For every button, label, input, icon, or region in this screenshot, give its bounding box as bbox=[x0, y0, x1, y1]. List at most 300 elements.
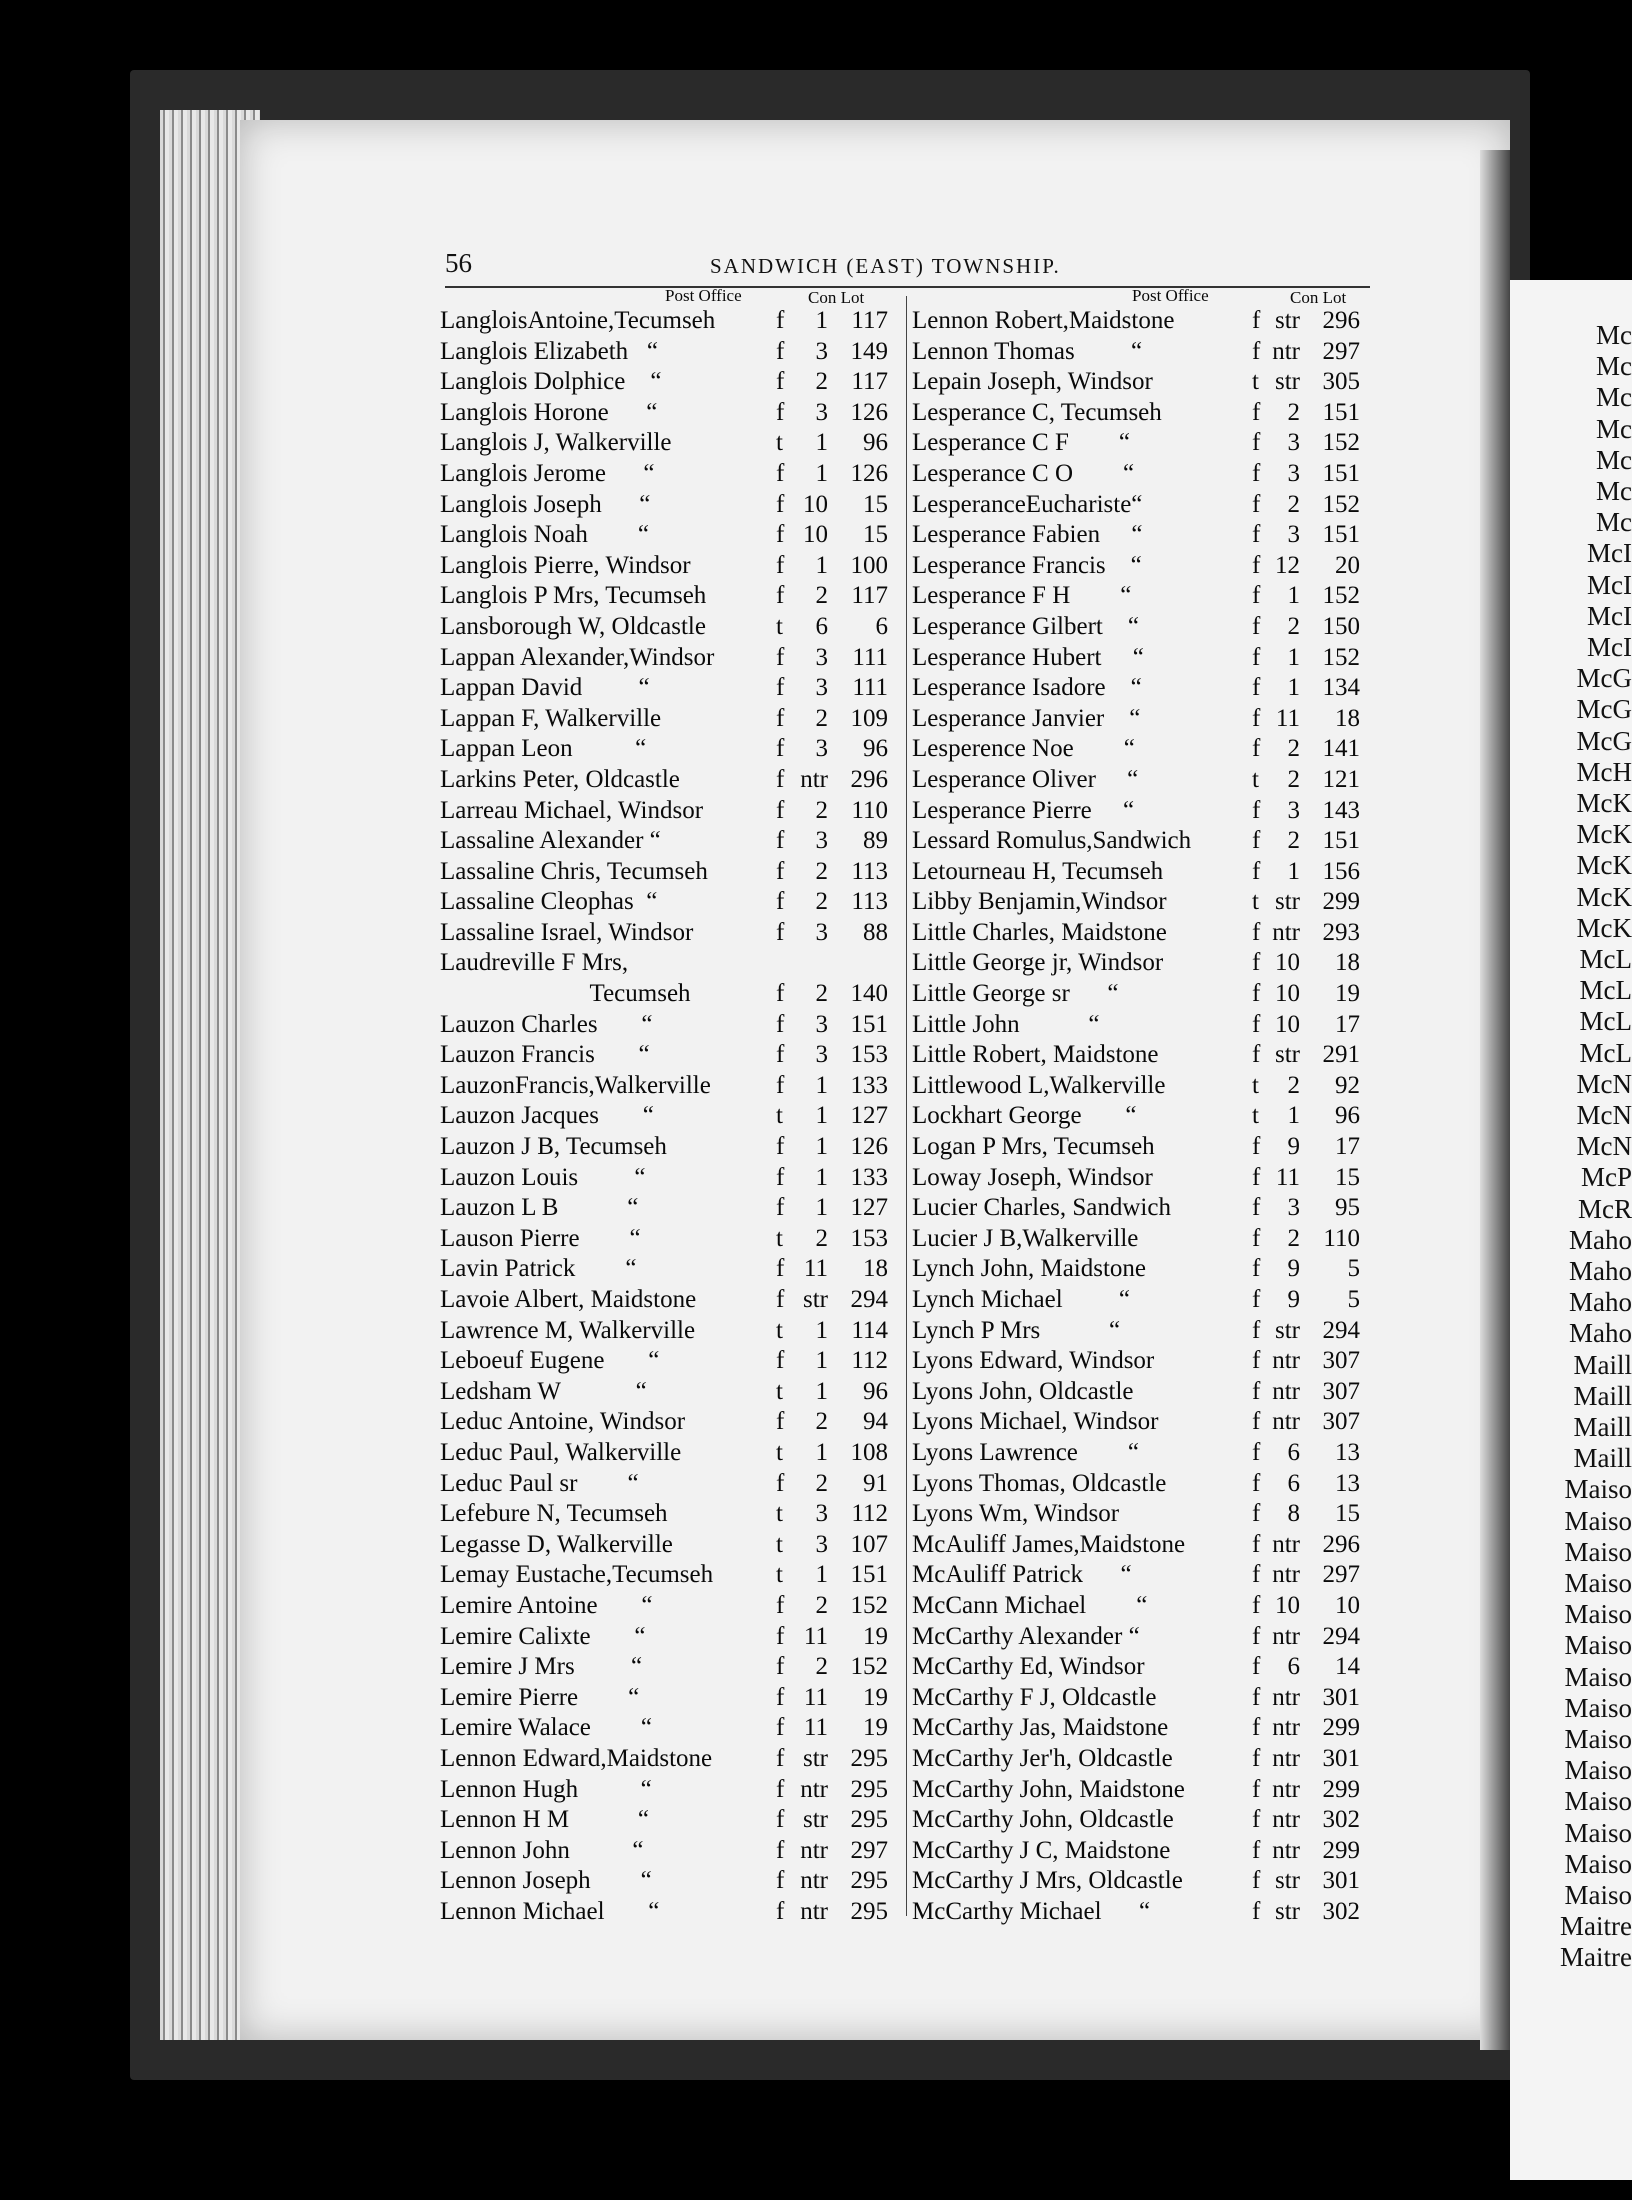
entry-name: Legasse D, Walkerville bbox=[440, 1530, 673, 1558]
directory-entry bbox=[912, 1407, 1372, 1438]
entry-name: Lemire Walace “ bbox=[440, 1714, 652, 1742]
entry-lot: 15 bbox=[863, 490, 888, 518]
adjacent-page-fragment: McI bbox=[1587, 538, 1632, 569]
entry-lot: 96 bbox=[863, 735, 888, 763]
entry-type: f bbox=[1252, 1530, 1261, 1558]
entry-con: ntr bbox=[1272, 1622, 1300, 1650]
entry-type: f bbox=[776, 827, 785, 855]
entry-type: f bbox=[1252, 398, 1261, 426]
adjacent-page-fragment: McK bbox=[1576, 819, 1632, 850]
entry-con: 2 bbox=[1287, 1224, 1300, 1252]
directory-entry bbox=[440, 1163, 910, 1194]
entry-type: f bbox=[1252, 1561, 1261, 1589]
entry-lot: 112 bbox=[851, 1347, 888, 1375]
entry-name: Lesperance C O “ bbox=[912, 459, 1135, 487]
adjacent-page-fragment: Maitre bbox=[1560, 1942, 1632, 1973]
directory-entry bbox=[912, 1713, 1372, 1744]
adjacent-page-fragment: McG bbox=[1576, 694, 1632, 725]
entry-name: Lassaline Cleophas “ bbox=[440, 888, 658, 916]
entry-lot: 117 bbox=[851, 582, 888, 610]
entry-name: Langlois Jerome “ bbox=[440, 459, 655, 487]
entry-lot: 143 bbox=[1322, 796, 1360, 824]
entry-con: 3 bbox=[815, 1530, 828, 1558]
entry-name: LauzonFrancis,Walkerville bbox=[440, 1071, 711, 1099]
entry-con: 1 bbox=[815, 459, 828, 487]
entry-lot: 307 bbox=[1322, 1347, 1360, 1375]
entry-con: 1 bbox=[815, 551, 828, 579]
entry-type: f bbox=[776, 1897, 785, 1925]
entry-type: f bbox=[1252, 582, 1261, 610]
entry-name: Lesperance C, Tecumseh bbox=[912, 398, 1162, 426]
entry-type: f bbox=[1252, 1897, 1261, 1925]
directory-entry bbox=[440, 398, 910, 429]
entry-lot: 296 bbox=[850, 765, 888, 793]
entry-con: 9 bbox=[1287, 1133, 1300, 1161]
adjacent-page-fragment: McR bbox=[1578, 1193, 1632, 1224]
entry-lot: 151 bbox=[1322, 827, 1360, 855]
entry-lot: 297 bbox=[1322, 337, 1360, 365]
directory-entry bbox=[912, 337, 1372, 368]
con-lot-header: Con Lot bbox=[1290, 288, 1347, 307]
entry-type: f bbox=[1252, 1133, 1261, 1161]
entry-type: f bbox=[1252, 857, 1261, 885]
entry-lot: 96 bbox=[863, 1377, 888, 1405]
entry-lot: 294 bbox=[1322, 1316, 1360, 1344]
entry-lot: 152 bbox=[1322, 582, 1360, 610]
entry-con: 3 bbox=[1287, 521, 1300, 549]
entry-lot: 19 bbox=[863, 1683, 888, 1711]
entry-lot: 150 bbox=[1322, 612, 1360, 640]
running-head-title: SANDWICH (EAST) TOWNSHIP. bbox=[710, 254, 1061, 278]
entry-con: 10 bbox=[1275, 980, 1300, 1008]
entry-name: Lennon John “ bbox=[440, 1836, 644, 1864]
entry-lot: 19 bbox=[863, 1622, 888, 1650]
directory-entry bbox=[912, 459, 1372, 490]
entry-con: str bbox=[1275, 307, 1300, 334]
entry-type: f bbox=[776, 1163, 785, 1191]
header-rule bbox=[445, 286, 1370, 288]
entry-name: Lesperance Francis “ bbox=[912, 551, 1142, 579]
entry-con: 11 bbox=[803, 1622, 828, 1650]
entry-name: Lavoie Albert, Maidstone bbox=[440, 1286, 697, 1313]
entry-name: McCarthy Alexander “ bbox=[912, 1622, 1140, 1650]
directory-entry bbox=[912, 948, 1372, 979]
entry-con: str bbox=[1275, 1041, 1300, 1069]
directory-entry bbox=[440, 1010, 910, 1041]
entry-name: Lesperance Janvier “ bbox=[912, 704, 1141, 732]
entry-name: Little Charles, Maidstone bbox=[912, 918, 1167, 946]
entry-name: McCarthy Ed, Windsor bbox=[912, 1653, 1145, 1681]
entry-lot: 112 bbox=[851, 1500, 888, 1528]
entry-name: Lansborough W, Oldcastle bbox=[440, 612, 706, 640]
directory-entry bbox=[440, 612, 910, 643]
entry-type: f bbox=[1252, 949, 1261, 977]
entry-type: f bbox=[776, 643, 785, 671]
directory-entry bbox=[912, 1866, 1372, 1897]
entry-con: 3 bbox=[815, 337, 828, 365]
entry-name: Littlewood L,Walkerville bbox=[912, 1071, 1166, 1099]
entry-con: 11 bbox=[803, 1714, 828, 1742]
entry-name: Little Robert, Maidstone bbox=[912, 1041, 1159, 1069]
entry-con: ntr bbox=[1272, 1775, 1300, 1803]
entry-type: f bbox=[776, 307, 785, 334]
entry-name: Langlois Horone “ bbox=[440, 398, 658, 426]
entry-lot: 117 bbox=[851, 307, 888, 334]
adjacent-page-fragment: Maiso bbox=[1564, 1536, 1632, 1567]
entry-lot: 10 bbox=[1335, 1591, 1360, 1619]
adjacent-page-fragment: Maill bbox=[1573, 1349, 1632, 1380]
directory-entry bbox=[440, 428, 910, 459]
entry-name: Lauzon Jacques “ bbox=[440, 1102, 654, 1130]
entry-name: Lesperance Fabien “ bbox=[912, 521, 1143, 549]
entry-lot: 295 bbox=[850, 1867, 888, 1895]
entry-lot: 18 bbox=[1335, 949, 1360, 977]
entry-lot: 13 bbox=[1335, 1438, 1360, 1466]
directory-entry bbox=[440, 1683, 910, 1714]
entry-con: str bbox=[1275, 1897, 1300, 1925]
directory-entry bbox=[912, 1132, 1372, 1163]
entry-con: str bbox=[1275, 1316, 1300, 1344]
entry-name: Lennon Thomas “ bbox=[912, 337, 1143, 365]
entry-name: LesperanceEucharistе“ bbox=[912, 490, 1143, 518]
entry-con: 3 bbox=[1287, 459, 1300, 487]
entry-con: 6 bbox=[1287, 1653, 1300, 1681]
entry-name: McCann Michael “ bbox=[912, 1591, 1148, 1619]
entry-con: 1 bbox=[815, 1163, 828, 1191]
entry-name: McCarthy J C, Maidstone bbox=[912, 1836, 1171, 1864]
entry-lot: 299 bbox=[1322, 888, 1360, 916]
entry-name: Leduc Paul, Walkerville bbox=[440, 1438, 682, 1466]
entry-name: Lyons John, Oldcastle bbox=[912, 1377, 1134, 1405]
directory-entry bbox=[440, 1071, 910, 1102]
entry-lot: 307 bbox=[1322, 1408, 1360, 1436]
entry-con: 2 bbox=[1287, 1071, 1300, 1099]
entry-lot: 291 bbox=[1322, 1041, 1360, 1069]
column-divider bbox=[906, 296, 907, 1916]
entry-name: Lappan Alexander,Windsor bbox=[440, 643, 715, 671]
adjacent-page-fragment: McG bbox=[1576, 663, 1632, 694]
entry-con: 1 bbox=[815, 1438, 828, 1466]
directory-entry bbox=[440, 1836, 910, 1867]
entry-name: Lynch Michael “ bbox=[912, 1286, 1130, 1313]
entry-lot: 15 bbox=[863, 521, 888, 549]
entry-type: f bbox=[776, 1469, 785, 1497]
adjacent-page-fragment: Maiso bbox=[1564, 1817, 1632, 1848]
entry-name: Lesperence Noe “ bbox=[912, 735, 1135, 763]
adjacent-page-fragment: Maiso bbox=[1564, 1880, 1632, 1910]
directory-entry bbox=[912, 428, 1372, 459]
entry-type: f bbox=[776, 1071, 785, 1099]
directory-entry bbox=[440, 1530, 910, 1561]
entry-type: f bbox=[776, 1806, 785, 1834]
adjacent-page-fragment: Maiso bbox=[1564, 1724, 1632, 1754]
directory-entry bbox=[440, 367, 910, 398]
directory-entry bbox=[440, 1866, 910, 1897]
entry-type: f bbox=[1252, 1194, 1261, 1222]
entry-lot: 91 bbox=[863, 1469, 888, 1497]
entry-con: ntr bbox=[800, 1836, 828, 1864]
con-lot-header: Con Lot bbox=[808, 288, 865, 307]
entry-type: f bbox=[776, 1653, 785, 1681]
directory-entry bbox=[440, 459, 910, 490]
entry-name: McAuliff Patrick “ bbox=[912, 1561, 1132, 1589]
directory-entry bbox=[912, 1193, 1372, 1224]
entry-con: ntr bbox=[1272, 1408, 1300, 1436]
entry-name: Loway Joseph, Windsor bbox=[912, 1163, 1153, 1191]
entry-con: str bbox=[1275, 368, 1300, 396]
entry-con: 1 bbox=[815, 1561, 828, 1589]
entry-lot: 88 bbox=[863, 918, 888, 946]
directory-entry bbox=[912, 796, 1372, 827]
directory-entry bbox=[440, 306, 910, 337]
directory-entry bbox=[912, 1775, 1372, 1806]
entry-con: 9 bbox=[1287, 1255, 1300, 1283]
entry-lot: 96 bbox=[863, 429, 888, 457]
left-column bbox=[440, 286, 910, 1927]
entry-con: 3 bbox=[815, 1041, 828, 1069]
entry-type: f bbox=[1252, 1010, 1261, 1038]
column-header bbox=[440, 286, 910, 307]
entry-lot: 19 bbox=[1335, 980, 1360, 1008]
entry-lot: 94 bbox=[863, 1408, 888, 1436]
directory-entry bbox=[440, 643, 910, 674]
entry-name: Lennon Hugh “ bbox=[440, 1775, 652, 1803]
entry-name: Little George sr “ bbox=[912, 980, 1119, 1008]
entry-con: 1 bbox=[815, 1194, 828, 1222]
entry-lot: 113 bbox=[851, 888, 888, 916]
directory-entry bbox=[440, 1469, 910, 1500]
entry-type: f bbox=[1252, 1347, 1261, 1375]
book-gutter bbox=[1480, 150, 1510, 2050]
directory-entry bbox=[912, 306, 1372, 337]
adjacent-page-fragment: Maiso bbox=[1564, 1474, 1632, 1505]
directory-entry bbox=[440, 1652, 910, 1683]
entry-name: Lassaline Israel, Windsor bbox=[440, 918, 694, 946]
adjacent-page-fragment: McL bbox=[1579, 1006, 1632, 1037]
post-office-header: Post Office bbox=[1132, 286, 1209, 305]
entry-lot: 108 bbox=[850, 1438, 888, 1466]
directory-entry bbox=[440, 1254, 910, 1285]
directory-entry bbox=[912, 490, 1372, 521]
entry-name: Lyons Edward, Windsor bbox=[912, 1347, 1155, 1375]
adjacent-page-fragment: McN bbox=[1576, 1068, 1632, 1099]
entry-type: f bbox=[1252, 735, 1261, 763]
entry-name: Lennon Michael “ bbox=[440, 1897, 660, 1925]
adjacent-page-fragment: McK bbox=[1576, 881, 1632, 912]
entry-con: 1 bbox=[815, 1347, 828, 1375]
entry-name: Leduc Paul sr “ bbox=[440, 1469, 639, 1497]
entry-lot: 109 bbox=[850, 704, 888, 732]
entry-con: 11 bbox=[803, 1683, 828, 1711]
entry-name: McCarthy Michael “ bbox=[912, 1897, 1151, 1925]
entry-type: t bbox=[776, 1102, 783, 1130]
entry-type: f bbox=[1252, 1469, 1261, 1497]
directory-entry bbox=[440, 1193, 910, 1224]
entry-con: ntr bbox=[1272, 1683, 1300, 1711]
entry-con: 6 bbox=[1287, 1438, 1300, 1466]
entry-con: 1 bbox=[815, 1377, 828, 1405]
entry-con: ntr bbox=[1272, 1714, 1300, 1742]
entry-type: f bbox=[1252, 1653, 1261, 1681]
directory-entry bbox=[912, 1316, 1372, 1347]
entry-type: f bbox=[1252, 1836, 1261, 1864]
entry-name: Lucier J B,Walkerville bbox=[912, 1224, 1139, 1252]
entry-con: 2 bbox=[1287, 490, 1300, 518]
adjacent-page-fragment: McI bbox=[1587, 632, 1632, 662]
entry-name: Lemire Antoine “ bbox=[440, 1591, 653, 1619]
entry-con: 2 bbox=[815, 1408, 828, 1436]
entry-type: f bbox=[1252, 704, 1261, 732]
entry-type: f bbox=[776, 674, 785, 702]
entry-lot: 17 bbox=[1335, 1133, 1360, 1161]
entry-type: f bbox=[1252, 521, 1261, 549]
entry-con: 2 bbox=[815, 368, 828, 396]
entry-name: Lyons Lawrence “ bbox=[912, 1438, 1140, 1466]
entry-name: Lesperance Oliver “ bbox=[912, 765, 1139, 793]
entry-con: 10 bbox=[1275, 1591, 1300, 1619]
entry-name: Lawrence M, Walkerville bbox=[440, 1316, 696, 1344]
entry-con: 10 bbox=[803, 521, 828, 549]
entry-name: Langlois P Mrs, Tecumseh bbox=[440, 582, 707, 610]
entry-con: str bbox=[1275, 888, 1300, 916]
entry-type: f bbox=[1252, 1041, 1261, 1069]
directory-entry bbox=[912, 1652, 1372, 1683]
entry-name: Langlois Dolphice “ bbox=[440, 368, 662, 396]
entry-type: t bbox=[1252, 368, 1259, 396]
entry-con: 10 bbox=[1275, 1010, 1300, 1038]
adjacent-page-fragment: Maiso bbox=[1564, 1599, 1632, 1630]
directory-entry bbox=[440, 551, 910, 582]
adjacent-page-fragment: McP bbox=[1580, 1162, 1632, 1193]
entry-lot: 152 bbox=[850, 1591, 888, 1619]
entry-name: Langlois Pierre, Windsor bbox=[440, 551, 691, 579]
adjacent-page-fragment: Maiso bbox=[1564, 1630, 1632, 1661]
entry-con: 3 bbox=[1287, 429, 1300, 457]
directory-entry bbox=[912, 1530, 1372, 1561]
adjacent-page-fragment: Maiso bbox=[1564, 1692, 1632, 1723]
adjacent-page-fragment: McI bbox=[1587, 569, 1632, 600]
entry-lot: 156 bbox=[1322, 857, 1360, 885]
entry-con: str bbox=[1275, 1867, 1300, 1895]
entry-lot: 299 bbox=[1322, 1714, 1360, 1742]
adjacent-page-fragment: Maiso bbox=[1564, 1786, 1632, 1817]
entry-con: 3 bbox=[815, 398, 828, 426]
entry-con: 3 bbox=[815, 827, 828, 855]
directory-entry bbox=[912, 581, 1372, 612]
directory-entry bbox=[912, 551, 1372, 582]
entry-lot: 296 bbox=[1322, 307, 1360, 334]
entry-type: f bbox=[1252, 1683, 1261, 1711]
directory-entry bbox=[912, 1377, 1372, 1408]
entry-lot: 307 bbox=[1322, 1377, 1360, 1405]
adjacent-page-fragment: Mc bbox=[1596, 351, 1632, 382]
directory-entry bbox=[440, 1591, 910, 1622]
directory-entry bbox=[912, 765, 1372, 796]
entry-name: Little John “ bbox=[912, 1010, 1100, 1038]
adjacent-page-fragment: Mc bbox=[1596, 444, 1632, 475]
entry-type: t bbox=[776, 1316, 783, 1344]
entry-name: Lemay Eustache,Tecumseh bbox=[440, 1561, 714, 1589]
adjacent-page-fragment: McK bbox=[1576, 850, 1632, 881]
entry-type: f bbox=[776, 980, 785, 1008]
entry-name: Lassaline Alexander “ bbox=[440, 827, 661, 855]
entry-con: 2 bbox=[1287, 827, 1300, 855]
entry-con: 2 bbox=[1287, 612, 1300, 640]
entry-lot: 114 bbox=[851, 1316, 888, 1344]
entry-lot: 151 bbox=[1322, 459, 1360, 487]
entry-con: 9 bbox=[1287, 1286, 1300, 1313]
entry-lot: 5 bbox=[1347, 1286, 1360, 1313]
entry-con: 3 bbox=[815, 1500, 828, 1528]
entry-type: f bbox=[1252, 1744, 1261, 1772]
entry-name: Ledsham W “ bbox=[440, 1377, 647, 1405]
entry-type: f bbox=[776, 1867, 785, 1895]
entry-name: McCarthy Jas, Maidstone bbox=[912, 1714, 1169, 1742]
entry-type: t bbox=[1252, 765, 1259, 793]
entry-lot: 127 bbox=[850, 1102, 888, 1130]
entry-con: 1 bbox=[815, 1102, 828, 1130]
entry-lot: 299 bbox=[1322, 1775, 1360, 1803]
entry-type: t bbox=[776, 1438, 783, 1466]
directory-entry bbox=[912, 1254, 1372, 1285]
directory-entry bbox=[440, 796, 910, 827]
directory-entry bbox=[440, 1377, 910, 1408]
entry-type: t bbox=[1252, 888, 1259, 916]
entry-lot: 153 bbox=[850, 1224, 888, 1252]
entry-type: f bbox=[776, 521, 785, 549]
adjacent-page-fragment: McN bbox=[1576, 1131, 1632, 1162]
entry-lot: 295 bbox=[850, 1775, 888, 1803]
entry-con: 3 bbox=[815, 1010, 828, 1038]
entry-name: Larreau Michael, Windsor bbox=[440, 796, 704, 824]
entry-lot: 15 bbox=[1335, 1500, 1360, 1528]
directory-entry bbox=[912, 1071, 1372, 1102]
directory-entry bbox=[912, 918, 1372, 949]
entry-name: Lauzon Louis “ bbox=[440, 1163, 646, 1191]
entry-name: Lynch John, Maidstone bbox=[912, 1255, 1147, 1283]
entry-type: f bbox=[1252, 1408, 1261, 1436]
entry-type: f bbox=[1252, 1806, 1261, 1834]
entry-con: 3 bbox=[815, 918, 828, 946]
adjacent-page-fragment: Mc bbox=[1596, 507, 1632, 538]
directory-entry bbox=[912, 1224, 1372, 1255]
entry-name: McCarthy Jer'h, Oldcastle bbox=[912, 1744, 1173, 1772]
entry-con: str bbox=[803, 1744, 828, 1772]
entry-lot: 302 bbox=[1322, 1897, 1360, 1925]
entry-type: t bbox=[776, 1530, 783, 1558]
entry-name: Lappan F, Walkerville bbox=[440, 704, 662, 732]
entry-type: f bbox=[1252, 612, 1261, 640]
entry-type: f bbox=[776, 1744, 785, 1772]
entry-type: f bbox=[1252, 1224, 1261, 1252]
entry-name: Leboeuf Eugene “ bbox=[440, 1347, 660, 1375]
directory-entry bbox=[440, 520, 910, 551]
directory-entry bbox=[912, 979, 1372, 1010]
adjacent-page-fragment: McK bbox=[1576, 788, 1632, 818]
entry-con: 1 bbox=[815, 429, 828, 457]
entry-con: 2 bbox=[1287, 735, 1300, 763]
adjacent-page-fragment: McL bbox=[1579, 944, 1632, 974]
entry-con: ntr bbox=[1272, 1744, 1300, 1772]
entry-type: f bbox=[776, 735, 785, 763]
entry-con: 1 bbox=[815, 307, 828, 334]
entry-name: Little George jr, Windsor bbox=[912, 949, 1164, 977]
entry-con: 2 bbox=[815, 857, 828, 885]
adjacent-page-fragment: McL bbox=[1579, 1037, 1632, 1068]
directory-entry bbox=[912, 1438, 1372, 1469]
entry-type: f bbox=[1252, 1714, 1261, 1742]
entry-con: ntr bbox=[1272, 1377, 1300, 1405]
